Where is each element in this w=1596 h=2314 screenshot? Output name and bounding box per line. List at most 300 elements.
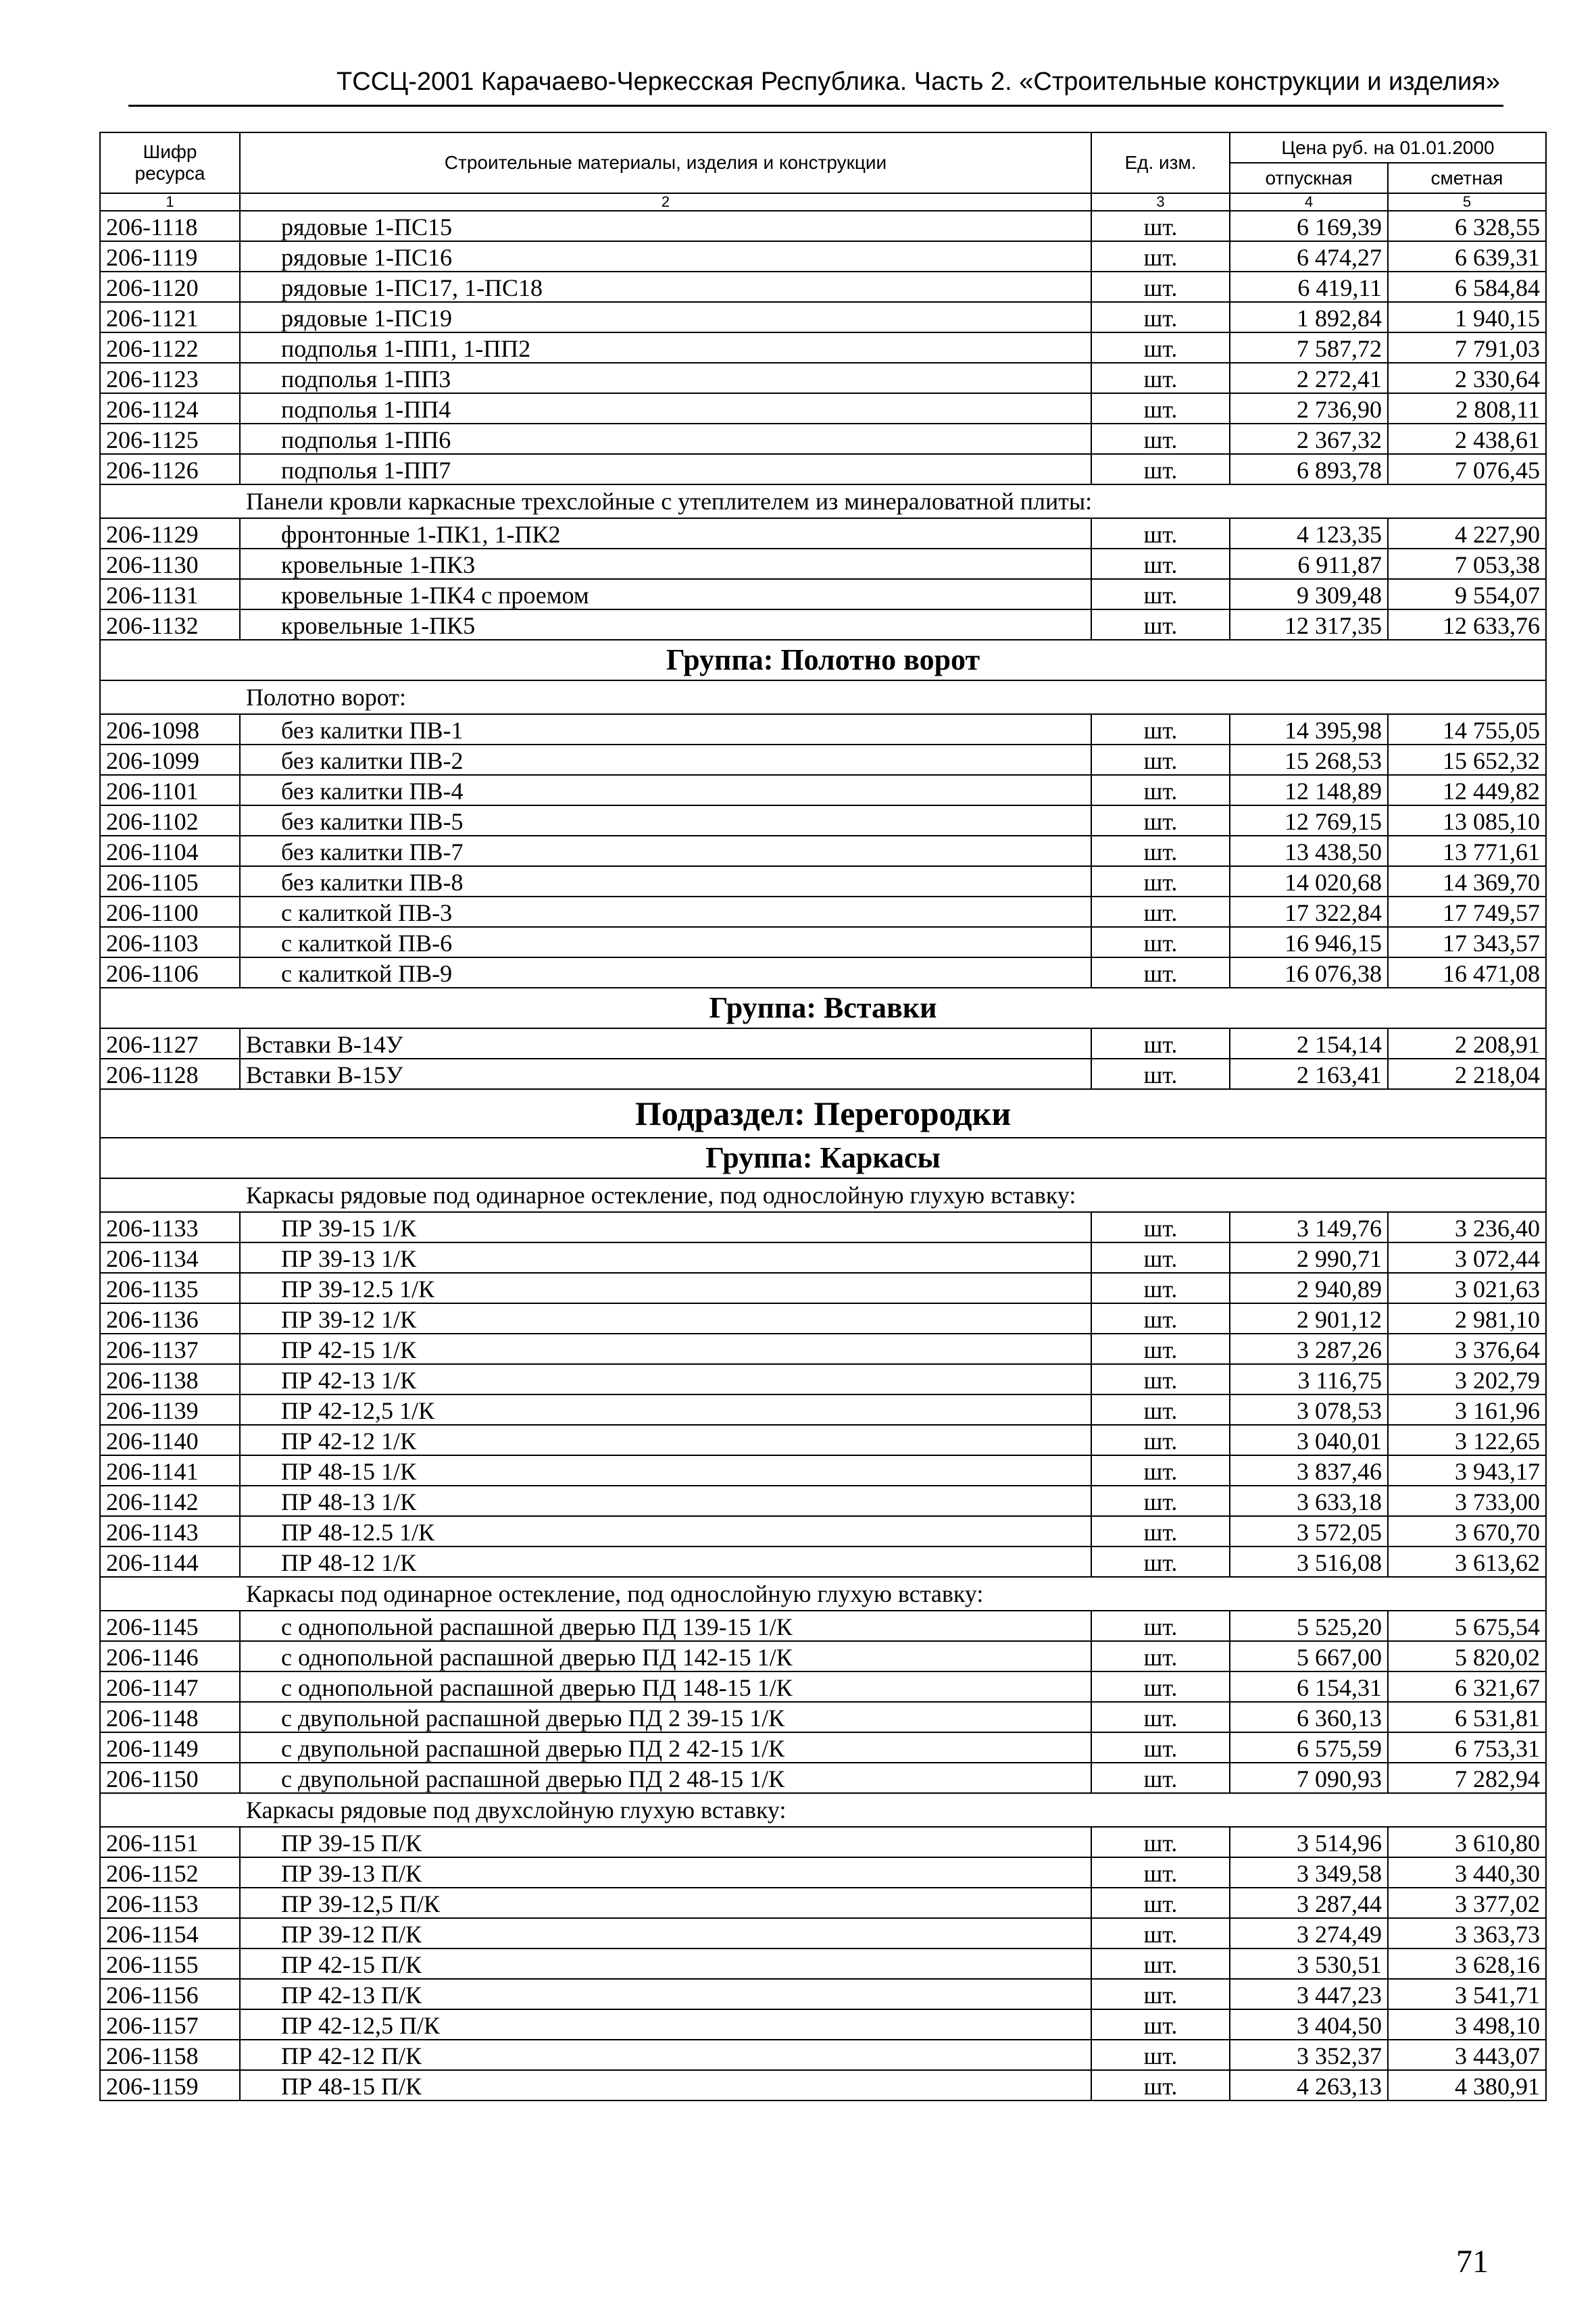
table-row [100,241,1546,272]
table-row [100,1242,1546,1273]
resource-code: 206-1141 [100,1455,240,1486]
material-name: рядовые 1-ПС15 [240,211,1091,241]
subsection-row [100,1089,1546,1138]
resource-code: 206-1135 [100,1273,240,1303]
unit-cell: шт. [1091,302,1230,332]
release-price: 3 447,23 [1230,1979,1388,2009]
release-price: 3 287,44 [1230,1888,1388,1918]
group-heading: Группа: Вставки [100,988,1546,1028]
release-price: 3 404,50 [1230,2009,1388,2040]
material-name: с однопольной распашной дверью ПД 139-15 1/К [240,1611,1091,1641]
resource-code: 206-1101 [100,775,240,805]
material-name: ПР 42-13 П/К [240,1979,1091,2009]
release-price: 6 360,13 [1230,1702,1388,1732]
material-name: ПР 42-12 1/К [240,1425,1091,1455]
estimate-price: 3 943,17 [1388,1455,1546,1486]
note-row [100,484,1546,518]
release-price: 2 163,41 [1230,1059,1388,1089]
estimate-price: 2 981,10 [1388,1303,1546,1334]
resource-code: 206-1104 [100,836,240,866]
resource-code: 206-1155 [100,1948,240,1979]
release-price: 14 020,68 [1230,866,1388,897]
table-row [100,1273,1546,1303]
unit-cell: шт. [1091,1486,1230,1516]
resource-code: 206-1126 [100,454,240,484]
material-name: ПР 39-13 1/К [240,1242,1091,1273]
estimate-price: 9 554,07 [1388,579,1546,609]
resource-code: 206-1149 [100,1732,240,1763]
unit-cell: шт. [1091,1827,1230,1857]
release-price: 2 940,89 [1230,1273,1388,1303]
unit-cell: шт. [1091,836,1230,866]
release-price: 3 352,37 [1230,2040,1388,2070]
table-body [100,211,1546,2101]
estimate-price: 3 440,30 [1388,1857,1546,1888]
estimate-price: 4 380,91 [1388,2070,1546,2101]
estimate-price: 6 328,55 [1388,211,1546,241]
col-number-1: 1 [100,193,240,211]
subsection-heading: Подраздел: Перегородки [100,1089,1546,1138]
table-row [100,927,1546,957]
resource-code: 206-1146 [100,1641,240,1671]
material-name: подполья 1-ПП1, 1-ПП2 [240,332,1091,363]
table-number-row [100,193,1546,211]
estimate-price: 2 808,11 [1388,393,1546,424]
estimate-price: 12 449,82 [1388,775,1546,805]
unit-cell: шт. [1091,1455,1230,1486]
release-price: 3 572,05 [1230,1516,1388,1546]
unit-cell: шт. [1091,1611,1230,1641]
table-row [100,1394,1546,1425]
unit-cell: шт. [1091,1028,1230,1059]
resource-code: 206-1132 [100,609,240,640]
page-number: 71 [1456,2244,1489,2280]
resource-code: 206-1119 [100,241,240,272]
release-price: 6 474,27 [1230,241,1388,272]
material-name: с однопольной распашной дверью ПД 148-15 1/К [240,1671,1091,1702]
unit-cell: шт. [1091,1394,1230,1425]
release-price: 12 317,35 [1230,609,1388,640]
estimate-price: 2 330,64 [1388,363,1546,393]
unit-cell: шт. [1091,272,1230,302]
col-header-name: Строительные материалы, изделия и конструкции [240,132,1091,193]
resource-code: 206-1131 [100,579,240,609]
material-name: без калитки ПВ-5 [240,805,1091,836]
unit-cell: шт. [1091,866,1230,897]
material-name: ПР 42-12,5 П/К [240,2009,1091,2040]
col-number-4: 4 [1230,193,1388,211]
material-name: с калиткой ПВ-6 [240,927,1091,957]
unit-cell: шт. [1091,775,1230,805]
material-name: подполья 1-ПП4 [240,393,1091,424]
release-price: 3 633,18 [1230,1486,1388,1516]
unit-cell: шт. [1091,2040,1230,2070]
col-header-unit: Ед. изм. [1091,132,1230,193]
material-name: ПР 39-12.5 1/К [240,1273,1091,1303]
release-price: 5 667,00 [1230,1641,1388,1671]
material-name: ПР 48-12 1/К [240,1546,1091,1577]
material-name: ПР 39-15 1/К [240,1212,1091,1242]
release-price: 12 769,15 [1230,805,1388,836]
resource-code: 206-1151 [100,1827,240,1857]
resource-code: 206-1125 [100,424,240,454]
estimate-price: 3 021,63 [1388,1273,1546,1303]
release-price: 3 149,76 [1230,1212,1388,1242]
release-price: 12 148,89 [1230,775,1388,805]
subgroup-note: Каркасы рядовые под одинарное остекление, под однослойную глухую вставку: [100,1178,1546,1212]
estimate-price: 6 321,67 [1388,1671,1546,1702]
table-row [100,424,1546,454]
release-price: 13 438,50 [1230,836,1388,866]
group-heading: Группа: Полотно ворот [100,640,1546,680]
table-row [100,897,1546,927]
material-name: без калитки ПВ-2 [240,745,1091,775]
unit-cell: шт. [1091,1732,1230,1763]
resource-code: 206-1153 [100,1888,240,1918]
table-row [100,2070,1546,2101]
table-row [100,866,1546,897]
resource-code: 206-1154 [100,1918,240,1948]
table-row [100,1611,1546,1641]
unit-cell: шт. [1091,241,1230,272]
material-name: рядовые 1-ПС17, 1-ПС18 [240,272,1091,302]
material-name: фронтонные 1-ПК1, 1-ПК2 [240,518,1091,549]
material-name: кровельные 1-ПК3 [240,549,1091,579]
resource-code: 206-1123 [100,363,240,393]
resource-code: 206-1144 [100,1546,240,1577]
resource-code: 206-1148 [100,1702,240,1732]
col-header-estimate: сметная [1388,163,1546,193]
estimate-price: 7 791,03 [1388,332,1546,363]
resource-code: 206-1142 [100,1486,240,1516]
estimate-price: 6 584,84 [1388,272,1546,302]
material-name: ПР 39-12,5 П/К [240,1888,1091,1918]
resource-code: 206-1158 [100,2040,240,2070]
release-price: 4 263,13 [1230,2070,1388,2101]
resource-code: 206-1136 [100,1303,240,1334]
resource-code: 206-1106 [100,957,240,988]
estimate-price: 3 613,62 [1388,1546,1546,1577]
table-row [100,836,1546,866]
resource-code: 206-1145 [100,1611,240,1641]
material-name: ПР 42-12 П/К [240,2040,1091,2070]
unit-cell: шт. [1091,518,1230,549]
col-header-price: Цена руб. на 01.01.2000 [1230,132,1546,163]
material-name: Вставки В-15У [240,1059,1091,1089]
document-header: ТССЦ-2001 Карачаево-Черкесская Республика. Часть 2. «Строительные конструкции и изделия» [336,68,1500,96]
estimate-price: 13 771,61 [1388,836,1546,866]
estimate-price: 13 085,10 [1388,805,1546,836]
table-row [100,775,1546,805]
table-row [100,1763,1546,1793]
unit-cell: шт. [1091,1857,1230,1888]
unit-cell: шт. [1091,1979,1230,2009]
release-price: 5 525,20 [1230,1611,1388,1641]
table-row [100,1827,1546,1857]
group-row [100,640,1546,680]
unit-cell: шт. [1091,805,1230,836]
unit-cell: шт. [1091,332,1230,363]
material-name: ПР 48-15 1/К [240,1455,1091,1486]
estimate-price: 5 820,02 [1388,1641,1546,1671]
material-name: подполья 1-ПП3 [240,363,1091,393]
resource-code: 206-1120 [100,272,240,302]
table-row [100,1364,1546,1394]
unit-cell: шт. [1091,454,1230,484]
table-row [100,1918,1546,1948]
group-row [100,1138,1546,1178]
estimate-price: 7 053,38 [1388,549,1546,579]
release-price: 3 530,51 [1230,1948,1388,1979]
unit-cell: шт. [1091,1059,1230,1089]
table-row [100,272,1546,302]
material-name: подполья 1-ПП6 [240,424,1091,454]
table-row [100,1455,1546,1486]
unit-cell: шт. [1091,897,1230,927]
col-number-5: 5 [1388,193,1546,211]
release-price: 3 116,75 [1230,1364,1388,1394]
estimate-price: 3 122,65 [1388,1425,1546,1455]
material-name: рядовые 1-ПС19 [240,302,1091,332]
estimate-price: 14 755,05 [1388,714,1546,745]
resource-code: 206-1138 [100,1364,240,1394]
unit-cell: шт. [1091,1763,1230,1793]
table-header-row [100,132,1546,163]
table-row [100,1546,1546,1577]
resource-code: 206-1100 [100,897,240,927]
unit-cell: шт. [1091,1425,1230,1455]
unit-cell: шт. [1091,1641,1230,1671]
material-name: с двупольной распашной дверью ПД 2 42-15 1/К [240,1732,1091,1763]
release-price: 9 309,48 [1230,579,1388,609]
table-row [100,1732,1546,1763]
unit-cell: шт. [1091,1918,1230,1948]
resource-code: 206-1122 [100,332,240,363]
table-row [100,1028,1546,1059]
material-name: без калитки ПВ-1 [240,714,1091,745]
material-name: с двупольной распашной дверью ПД 2 39-15 1/К [240,1702,1091,1732]
unit-cell: шт. [1091,1212,1230,1242]
estimate-price: 3 376,64 [1388,1334,1546,1364]
estimate-price: 17 343,57 [1388,927,1546,957]
material-name: с калиткой ПВ-9 [240,957,1091,988]
material-name: ПР 48-13 1/К [240,1486,1091,1516]
table-row [100,332,1546,363]
release-price: 6 575,59 [1230,1732,1388,1763]
estimate-price: 3 161,96 [1388,1394,1546,1425]
note-row [100,1793,1546,1827]
material-name: рядовые 1-ПС16 [240,241,1091,272]
resource-code: 206-1121 [100,302,240,332]
resource-code: 206-1147 [100,1671,240,1702]
col-header-release: отпускная [1230,163,1388,193]
table-row [100,393,1546,424]
resource-code: 206-1103 [100,927,240,957]
release-price: 16 946,15 [1230,927,1388,957]
estimate-price: 3 670,70 [1388,1516,1546,1546]
resource-code: 206-1098 [100,714,240,745]
table-row [100,302,1546,332]
estimate-price: 7 282,94 [1388,1763,1546,1793]
release-price: 15 268,53 [1230,745,1388,775]
unit-cell: шт. [1091,1702,1230,1732]
material-name: с однопольной распашной дверью ПД 142-15 1/К [240,1641,1091,1671]
col-number-2: 2 [240,193,1091,211]
unit-cell: шт. [1091,1273,1230,1303]
unit-cell: шт. [1091,211,1230,241]
release-price: 6 911,87 [1230,549,1388,579]
estimate-price: 3 443,07 [1388,2040,1546,2070]
estimate-price: 2 218,04 [1388,1059,1546,1089]
release-price: 6 169,39 [1230,211,1388,241]
estimate-price: 3 498,10 [1388,2009,1546,2040]
resource-code: 206-1105 [100,866,240,897]
release-price: 17 322,84 [1230,897,1388,927]
header-rule [128,105,1503,107]
estimate-price: 7 076,45 [1388,454,1546,484]
release-price: 2 736,90 [1230,393,1388,424]
table-row [100,1425,1546,1455]
release-price: 6 893,78 [1230,454,1388,484]
table-row [100,1334,1546,1364]
material-name: ПР 39-12 П/К [240,1918,1091,1948]
material-name: без калитки ПВ-7 [240,836,1091,866]
estimate-price: 12 633,76 [1388,609,1546,640]
release-price: 16 076,38 [1230,957,1388,988]
release-price: 6 154,31 [1230,1671,1388,1702]
release-price: 1 892,84 [1230,302,1388,332]
table-row [100,518,1546,549]
resource-code: 206-1134 [100,1242,240,1273]
unit-cell: шт. [1091,1546,1230,1577]
unit-cell: шт. [1091,1948,1230,1979]
unit-cell: шт. [1091,1671,1230,1702]
release-price: 3 040,01 [1230,1425,1388,1455]
table-row [100,2009,1546,2040]
group-row [100,988,1546,1028]
release-price: 7 090,93 [1230,1763,1388,1793]
material-name: ПР 39-15 П/К [240,1827,1091,1857]
resource-code: 206-1140 [100,1425,240,1455]
resource-code: 206-1159 [100,2070,240,2101]
resource-code: 206-1150 [100,1763,240,1793]
material-name: ПР 48-12.5 1/К [240,1516,1091,1546]
unit-cell: шт. [1091,363,1230,393]
table-row [100,211,1546,241]
estimate-price: 3 733,00 [1388,1486,1546,1516]
resource-code: 206-1099 [100,745,240,775]
table-row [100,1979,1546,2009]
resource-code: 206-1128 [100,1059,240,1089]
table-row [100,579,1546,609]
release-price: 6 419,11 [1230,272,1388,302]
material-name: ПР 42-15 1/К [240,1334,1091,1364]
table-row [100,1059,1546,1089]
resource-code: 206-1129 [100,518,240,549]
table-row [100,1486,1546,1516]
resource-code: 206-1139 [100,1394,240,1425]
resource-code: 206-1157 [100,2009,240,2040]
material-name: с двупольной распашной дверью ПД 2 48-15 1/К [240,1763,1091,1793]
estimate-price: 3 628,16 [1388,1948,1546,1979]
table-row [100,363,1546,393]
table-row [100,1702,1546,1732]
unit-cell: шт. [1091,579,1230,609]
release-price: 2 367,32 [1230,424,1388,454]
estimate-price: 14 369,70 [1388,866,1546,897]
estimate-price: 6 639,31 [1388,241,1546,272]
estimate-price: 17 749,57 [1388,897,1546,927]
resource-code: 206-1156 [100,1979,240,2009]
note-row [100,680,1546,714]
resource-code: 206-1152 [100,1857,240,1888]
release-price: 7 587,72 [1230,332,1388,363]
resource-code: 206-1124 [100,393,240,424]
unit-cell: шт. [1091,393,1230,424]
resource-code: 206-1102 [100,805,240,836]
estimate-price: 3 072,44 [1388,1242,1546,1273]
release-price: 14 395,98 [1230,714,1388,745]
table-row [100,1303,1546,1334]
estimate-price: 3 377,02 [1388,1888,1546,1918]
material-name: с калиткой ПВ-3 [240,897,1091,927]
material-name: подполья 1-ПП7 [240,454,1091,484]
release-price: 4 123,35 [1230,518,1388,549]
table-row [100,1641,1546,1671]
table-row [100,609,1546,640]
note-row [100,1178,1546,1212]
release-price: 2 901,12 [1230,1303,1388,1334]
release-price: 2 990,71 [1230,1242,1388,1273]
table-row [100,714,1546,745]
material-name: ПР 42-12,5 1/К [240,1394,1091,1425]
material-name: ПР 39-13 П/К [240,1857,1091,1888]
group-heading: Группа: Каркасы [100,1138,1546,1178]
material-name: без калитки ПВ-4 [240,775,1091,805]
table-row [100,2040,1546,2070]
estimate-price: 6 753,31 [1388,1732,1546,1763]
estimate-price: 15 652,32 [1388,745,1546,775]
estimate-price: 6 531,81 [1388,1702,1546,1732]
release-price: 2 272,41 [1230,363,1388,393]
unit-cell: шт. [1091,424,1230,454]
release-price: 3 078,53 [1230,1394,1388,1425]
estimate-price: 3 202,79 [1388,1364,1546,1394]
estimate-price: 16 471,08 [1388,957,1546,988]
estimate-price: 5 675,54 [1388,1611,1546,1641]
resource-code: 206-1137 [100,1334,240,1364]
release-price: 2 154,14 [1230,1028,1388,1059]
unit-cell: шт. [1091,1364,1230,1394]
table-row [100,805,1546,836]
resource-code: 206-1130 [100,549,240,579]
unit-cell: шт. [1091,1334,1230,1364]
table-row [100,1888,1546,1918]
col-number-3: 3 [1091,193,1230,211]
table-row [100,1948,1546,1979]
unit-cell: шт. [1091,1516,1230,1546]
material-name: без калитки ПВ-8 [240,866,1091,897]
release-price: 3 274,49 [1230,1918,1388,1948]
unit-cell: шт. [1091,957,1230,988]
release-price: 3 349,58 [1230,1857,1388,1888]
table-row [100,1516,1546,1546]
release-price: 3 516,08 [1230,1546,1388,1577]
material-name: ПР 42-13 1/К [240,1364,1091,1394]
estimate-price: 4 227,90 [1388,518,1546,549]
unit-cell: шт. [1091,2070,1230,2101]
unit-cell: шт. [1091,1888,1230,1918]
